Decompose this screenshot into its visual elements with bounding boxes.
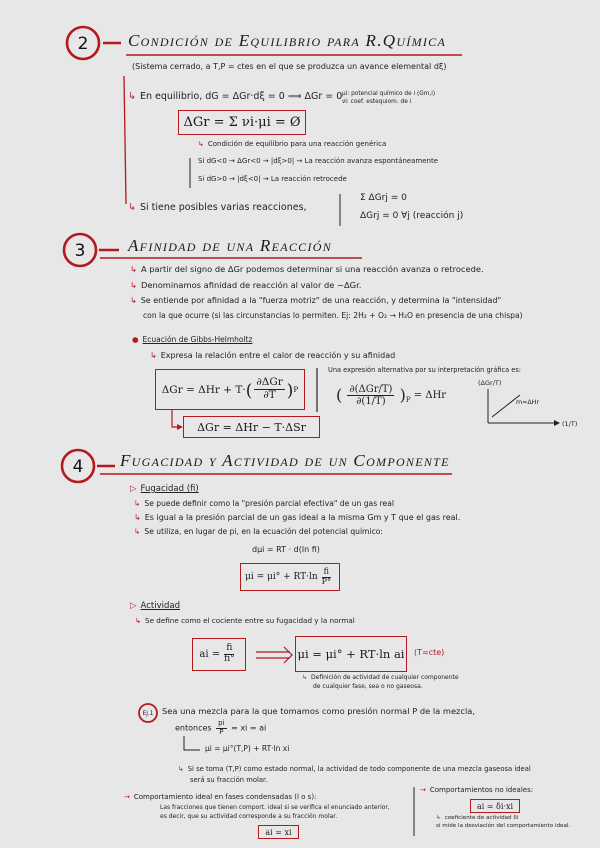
example-tag: Ej.1 [142,711,154,717]
condition-label-line [198,140,386,148]
hook-arrow-icon: ↳ [128,91,136,102]
right-arrow-icon: → [124,793,130,801]
mu-note: μi: potencial químico de i (Gm,i) [342,91,436,97]
fugacity-text2: Es igual a la presión parcial de un gas ideal a la misma Gm y T que el gas real. [144,513,461,522]
activity-heading: Actividad [140,601,180,611]
hook-arrow-icon: ↳ [128,202,136,213]
right-arrow-icon: → [420,786,426,794]
entropy-form-box [183,416,320,438]
graph-x-label: (1/T) [562,420,578,428]
activity-definition-box [192,638,246,671]
affinity-text2: Denominamos afinidad de reacción al valor de −ΔGr. [140,280,362,290]
multiple-reactions-line [128,203,307,214]
affinity-text3: Se entiende por afinidad a la "fuerza motriz" de una reacción, y determina la "intensidad" [140,296,502,305]
gh-fraction [254,377,284,401]
affinity-line3 [130,296,501,305]
each-condition: ΔGrj = 0 ∀j (reacción j) [360,211,464,221]
hook-arrow-icon: ↳ [134,499,141,508]
case-advance: Si dG<0 → ΔGr<0 → |dξ>0| → La reacción avanza espontáneamente [198,157,439,165]
section4-number: 4 [72,457,84,477]
nu-note: νi: coef. estequiom. de i [342,99,412,105]
hook-arrow-icon: ↳ [134,527,141,536]
gh-connector [172,410,181,427]
mu-molar-fraction: μi = μi°(T,P) + RT·ln xi [205,744,290,753]
example-numerator: pi [218,719,225,727]
gh-denominator: ∂T [263,389,276,401]
hook-arrow-icon: ↳ [198,140,204,148]
section2-number: 2 [77,34,89,54]
example-rest: = xi = ai [231,723,267,733]
gamma-note1-line [436,815,518,821]
gibbs-helmholtz-desc-line [150,351,395,360]
normal-state-text1: Si se toma (T,P) como estado normal, la actividad de todo componente de una mezcla gaseosa ideal [187,765,531,773]
nonideal-heading-line [420,786,533,794]
hook-arrow-icon: ↳ [135,616,142,625]
equilibrium-line [128,92,342,103]
section2-number-circle [63,23,103,63]
definition-note2: de cualquier fase, sea o no gaseosa. [313,683,423,690]
a-fraction [222,644,237,665]
ideal-heading-line [124,793,316,801]
hook-arrow-icon: ↳ [130,280,137,290]
nonideal-box [470,799,520,813]
a-lhs: ai = [199,649,221,660]
alt-rhs: = ΔHr [413,390,447,401]
example-lead: entonces [175,723,212,733]
open-paren: ( [245,379,253,400]
triangle-icon: ▷ [130,484,137,494]
hook-arrow-icon: ↳ [130,296,137,305]
entropy-form: ΔGr = ΔHr − T·ΔSr [197,420,306,434]
mu-activity-box [295,636,407,672]
alt-subscript: P [405,396,411,405]
ideal-box [258,825,299,839]
activity-line1 [135,617,355,625]
affinity-line3b: con la que ocurre (si las circunstancias lo permiten. Ej: 2H₂ + O₂ → H₂O en presencia de una chispa) [143,311,523,320]
dmu-equation: dμi = RT · d(ln fi) [252,545,320,554]
activity-heading-line [130,602,180,612]
hook-arrow-icon: ↳ [302,674,308,681]
triangle-icon: ▷ [130,601,137,611]
hook-arrow-icon: ↳ [130,264,137,274]
nonideal-heading: Comportamientos no ideales: [429,786,534,794]
example-line2 [175,720,266,736]
section2-brace [124,76,126,204]
double-arrow-icon [256,647,292,663]
definition-note1: Definición de actividad de cualquier componente [311,674,459,681]
fugacity-text3: Se utiliza, en lugar de pi, en la ecuación del potencial químico: [144,527,383,536]
gh-lhs: ΔGr = ΔHr + T· [161,383,246,396]
section3-title: Afinidad de una Reacción [128,236,333,255]
example-fraction [216,720,226,736]
hook-arrow-icon: ↳ [436,815,441,821]
section4-title: Fugacidad y Actividad de un Componente [120,451,450,470]
gh-subscript: P [293,385,299,394]
graph-y-label: (ΔGr/T) [478,379,502,387]
section3-number: 3 [74,241,86,261]
hook-arrow-icon: ↳ [134,513,141,522]
a-denominator: fi° [224,654,235,664]
definition-note1-line [302,675,459,682]
fugacity-text1: Se puede definir como la "presión parcial efectiva" de un gas real [144,499,394,508]
hook-arrow-icon: ↳ [150,351,157,360]
gamma-note1: coeficiente de actividad δi [444,815,519,821]
equilibrium-condition: ΔGr = Σ νi·μi = Ø [183,115,301,130]
gamma-note2: si mide la desviación del comportamiento ideal. [436,823,571,829]
sum-condition: Σ ΔGrj = 0 [360,193,407,203]
open-paren: ( [336,385,343,405]
mu-fugacity-box [240,563,340,591]
alternative-formula [336,384,446,407]
equilibrium-text: En equilibrio, dG = ΔGr·dξ = 0 ⟹ ΔGr = 0 [139,91,343,102]
graph-slope-label: m=ΔHr [516,399,540,406]
condition-label: Condición de equilibrio para una reacción genérica [207,140,387,148]
ideal-line2: es decir, que su actividad corresponde a su fracción molar. [160,813,338,820]
gibbs-helmholtz-box [155,369,305,410]
nonideal-formula: ai = δi·xi [476,801,514,811]
section2-context: (Sistema cerrado, a T,P = ctes en el que se produzca un avance elemental dξ) [132,62,447,71]
fugacity-heading: Fugacidad (fi) [140,484,199,494]
fugacity-line3 [134,528,383,537]
hook-arrow-icon: ↳ [178,765,184,773]
gh-numerator: ∂ΔGr [256,376,283,389]
affinity-line2 [130,281,361,291]
fugacity-line1 [134,500,394,509]
gibbs-helmholtz-heading [132,336,252,345]
section3-number-circle [60,230,100,270]
ideal-heading: Comportamiento ideal en fases condensadas (l o s): [133,793,317,801]
t-cte: (T=cte) [414,648,445,657]
normal-state-line1 [178,766,531,774]
alt-denominator: ∂(1/T) [356,396,386,407]
gibbs-helmholtz-desc: Expresa la relación entre el calor de reacción y su afinidad [160,351,396,360]
normal-state-line2: será su fracción molar. [190,776,268,784]
x-axis-arrowhead [554,420,560,426]
ideal-formula: ai = xi [265,827,292,837]
mu-fug-denominator: P° [321,576,332,586]
affinity-text1: A partir del signo de ΔGr podemos determinar si una reacción avanza o retrocede. [140,264,484,274]
example-bracket [184,736,200,750]
section4-number-circle [58,446,98,486]
section2-title: Condición de Equilibrio para R.Química [128,31,447,50]
gibbs-helmholtz-title: Ecuación de Gibbs-Helmholtz [142,335,253,344]
example-denominator: P [219,727,224,736]
a-numerator: fi [226,643,233,654]
affinity-line1 [130,265,484,275]
fugacity-line2 [134,513,460,522]
example-tag-circle [137,702,159,724]
case-retreat: Si dG>0 → |dξ<0| → La reacción retrocede [198,175,347,183]
slope-graph [474,377,592,431]
alt-fraction [347,384,394,407]
alt-numerator: ∂(ΔGr/T) [349,384,393,395]
multiple-reactions: Si tiene posibles varias reacciones, [139,202,307,213]
bullet-icon: ● [132,335,139,344]
close-paren: ) [286,379,294,400]
ideal-line1: Las fracciones que tienen comport. ideal si se verifica el enunciado anterior, [160,804,390,811]
mu-activity: μi = μi° + RT·ln ai [297,647,405,661]
activity-text1: Se define como el cociente entre su fugacidad y la normal [145,616,355,625]
equilibrium-condition-box [178,110,306,135]
fugacity-heading-line [130,485,199,495]
example-line1: Sea una mezcla para la que tomamos como presión normal P de la mezcla, [162,706,476,716]
mu-fug-numerator: fi [323,566,329,576]
alternative-text: Una expresión alternativa por su interpretación gráfica es: [328,366,522,374]
mu-fug-lhs: μi = μi° + RT·ln [244,572,318,582]
close-paren: ) [399,385,406,405]
mu-fug-fraction [320,568,333,587]
